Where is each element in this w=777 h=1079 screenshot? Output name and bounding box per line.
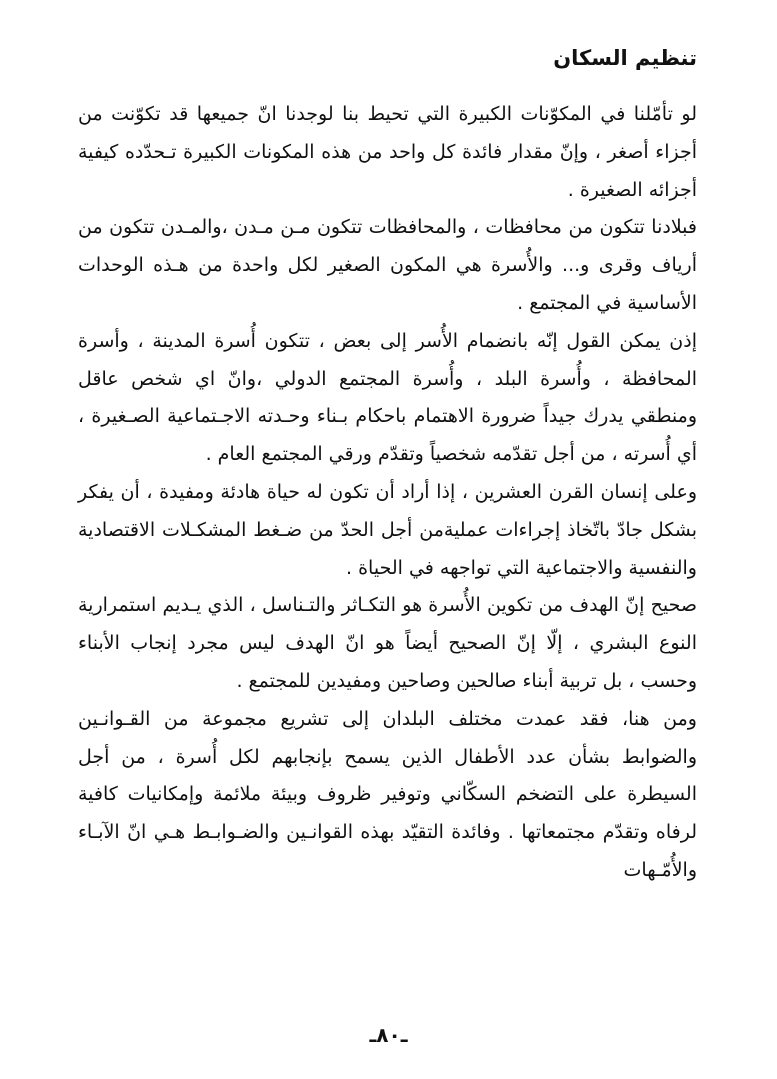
paragraph-1: لو تأمّلنا في المكوّنات الكبيرة التي تحيط بنا لوجدنا انّ جميعها قد تكوّنت من أجزاء أصغر ، وإنّ مقدار فائدة كل واحد من هذه المكونات الكبيرة تـحدّده كيفية أجزائه الصغيرة . — [78, 103, 697, 201]
page-title: تنظيم السكان — [553, 46, 697, 70]
paragraph-6: ومن هنا، فقد عمدت مختلف البلدان إلى تشريع مجموعة من القـوانـين والضوابط بشأن عدد الأطفال الذين يسمح بإنجابهم لكل أُسرة ، من أجل السيطرة على التضخم السكّاني وتوفير ظروف وبيئة ملائمة وإمكانيات كافية لرفاه وتقدّم مجتمعاتها . وفائدة التقيّد بهذه القوانـين والضـوابـط هـي انّ الآبـاء والأُمّـهات — [78, 707, 697, 881]
body-text — [78, 96, 697, 890]
paragraph-3: إذن يمكن القول إنّه بانضمام الأُسر إلى بعض ، تتكون أُسرة المدينة ، وأسرة المحافظة ، وأُسرة البلد ، وأُسرة المجتمع الدولي ،وانّ اي شخص عاقل ومنطقي يدرك جيداً ضرورة الاهتمام باحكام بـناء وحـدته الاجـتماعية الصـغيرة ، أي أُسرته ، من أجل تقدّمه شخصياً وتقدّم ورقي المجتمع العام . — [78, 329, 697, 466]
paragraph-5: صحيح إنّ الهدف من تكوين الأُسرة هو التكـاثر والتـناسل ، الذي يـديم استمرارية النوع البشري ، إلّا إنّ الصحيح أيضاً هو انّ الهدف ليس مجرد إنجاب الأبناء وحسب ، بل تربية أبناء صالحين وصاحين ومفيدين للمجتمع . — [78, 594, 697, 692]
page-number: ـ٨٠ـ — [369, 1023, 408, 1047]
paragraph-2: فبلادنا تتكون من محافظات ، والمحافظات تتكون مـن مـدن ،والمـدن تتكون من أرياف وقرى و... والأُسرة هي المكون الصغير لكل واحدة من هـذه الوحدات الأساسية في المجتمع . — [78, 216, 697, 314]
paragraph-4: وعلى إنسان القرن العشرين ، إذا أراد أن تكون له حياة هادئة ومفيدة ، أن يفكر بشكل جادّ باتّخاذ إجراءات عمليةمن أجل الحدّ من ضـغط المشكـلات الاقتصادية والنفسية والاجتماعية التي تواجهه في الحياة . — [78, 480, 697, 579]
